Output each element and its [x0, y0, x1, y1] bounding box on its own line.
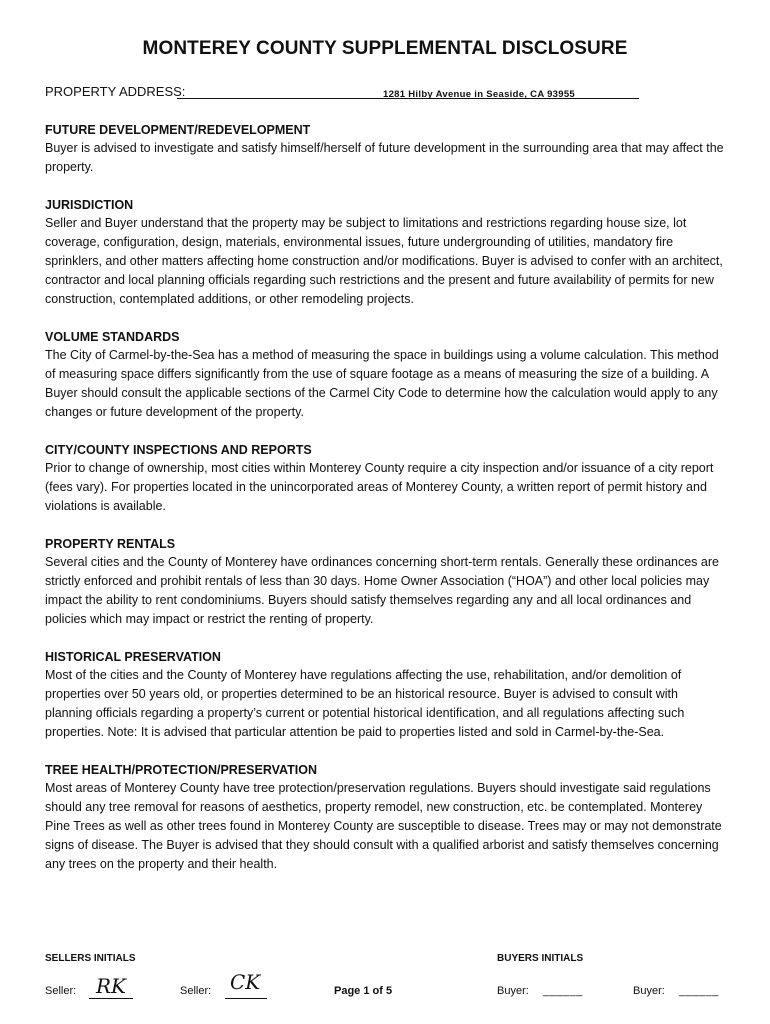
- section-inspections-reports: [45, 441, 727, 516]
- page-number: Page 1 of 5: [334, 985, 393, 997]
- section-title: VOLUME STANDARDS: [45, 330, 180, 344]
- property-address-value: 1281 Hilby Avenue in Seaside, CA 93955: [383, 89, 575, 100]
- property-address-line[interactable]: [177, 89, 639, 100]
- sellers-initials-label: SELLERS INITIALS: [45, 953, 136, 964]
- section-body: Seller and Buyer understand that the property may be subject to limitations and restrictions regarding house size, lot coverage, configuration, design, materials, environmental issues, future undergrounding of utilities, mandatory fire sprinklers, and other matters affecting home construction and/or modifications. Buyer is advised to confer with an architect, contractor and local planning officials regarding such restrictions and the present and future availability of permits for new construction, contemplated additions, or other remodeling projects.: [45, 216, 723, 306]
- section-body: Most of the cities and the County of Monterey have regulations affecting the use, rehabilitation, and/or demolition of properties over 50 years old, or properties determined to be an historical resource. Buyer is advised to consult with planning officials regarding a property’s current or potential historical identification, and all regulations affecting such properties. Note: It is advised that particular attention be paid to properties listed and sold in Carmel-by-the-Sea.: [45, 668, 685, 739]
- seller1-initials: RK: [96, 974, 126, 998]
- seller2-initials: CK: [230, 970, 261, 994]
- section-title: CITY/COUNTY INSPECTIONS AND REPORTS: [45, 443, 312, 457]
- seller2-initials-field[interactable]: [225, 985, 267, 999]
- section-body: The City of Carmel-by-the-Sea has a method of measuring the space in buildings using a volume calculation. This method of measuring space differs significantly from the use of square footage as a means of measuring the size of a building. A Buyer should consult the applicable sections of the Carmel City Code to determine how the calculation would apply to any changes or future development of the property.: [45, 348, 719, 419]
- seller1-label: Seller:: [45, 985, 77, 997]
- section-jurisdiction: [45, 196, 727, 309]
- property-address-label: PROPERTY ADDRESS:: [45, 84, 186, 99]
- seller2-label: Seller:: [180, 985, 212, 997]
- section-title: FUTURE DEVELOPMENT/REDEVELOPMENT: [45, 123, 311, 137]
- section-title: TREE HEALTH/PROTECTION/PRESERVATION: [45, 763, 318, 777]
- buyer1-initials-field[interactable]: ______: [543, 985, 583, 997]
- document-title: MONTEREY COUNTY SUPPLEMENTAL DISCLOSURE: [142, 38, 628, 59]
- section-title: HISTORICAL PRESERVATION: [45, 650, 221, 664]
- section-title: PROPERTY RENTALS: [45, 537, 176, 551]
- section-volume-standards: [45, 328, 727, 422]
- buyers-initials-label: BUYERS INITIALS: [497, 953, 584, 964]
- section-title: JURISDICTION: [45, 198, 134, 212]
- section-property-rentals: [45, 535, 727, 629]
- seller1-initials-field[interactable]: [89, 985, 133, 999]
- section-body: Prior to change of ownership, most cities within Monterey County require a city inspection and/or issuance of a city report (fees vary). For properties located in the unincorporated areas of Monterey County, a written report of permit history and violations is available.: [45, 461, 714, 513]
- disclosure-sections: [45, 121, 727, 893]
- section-future-development: [45, 121, 727, 177]
- buyer2-label: Buyer:: [633, 985, 665, 997]
- section-tree-health: [45, 761, 727, 874]
- buyer2-initials-field[interactable]: ______: [679, 985, 719, 997]
- section-body: Most areas of Monterey County have tree protection/preservation regulations. Buyers should investigate said regulations should any tree removal for reasons of aesthetics, property remodel, new construction, etc. be contemplated. Monterey Pine Trees as well as other trees found in Monterey County are susceptible to disease. Trees may or may not demonstrate signs of disease. The Buyer is advised that they should consult with a qualified arborist and satisfy themselves concerning any trees on the property and their health.: [45, 781, 722, 871]
- section-body: Buyer is advised to investigate and satisfy himself/herself of future development in the surrounding area that may affect the property.: [45, 141, 724, 174]
- property-address-row: [45, 84, 605, 99]
- section-body: Several cities and the County of Monterey have ordinances concerning short-term rentals. Generally these ordinances are strictly enforced and prohibit rentals of less than 30 days. Home Owner Association (“HOA”) and other local policies may impact the ability to rent condominiums. Buyers should satisfy themselves regarding any and all local ordinances and policies which may impact or restrict the renting of property.: [45, 555, 719, 626]
- section-historical-preservation: [45, 648, 727, 742]
- buyer1-label: Buyer:: [497, 985, 529, 997]
